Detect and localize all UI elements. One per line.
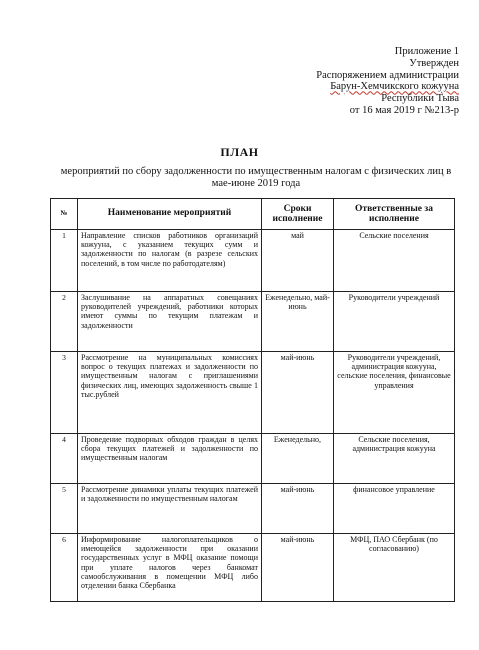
row-4-num: 4 [51, 434, 78, 484]
row-3-num: 3 [51, 352, 78, 434]
row-3-resp: Руководители учреждений, администрация кожууна, сельские поселения, финансовые управления [334, 352, 455, 434]
table-row [51, 292, 455, 352]
approval-line-2: Утвержден [409, 57, 459, 69]
row-6-name: Информирование налогоплательщиков о имеющейся задолженности при оказании государственных услуг в МФЦ оказание помощи при уплате налогов через банкомат самообслуживания в помещении МФЦ либо отделении банка Сбербанка [78, 534, 262, 602]
document-subtitle: мероприятий по сбору задолженности по имущественным налогам с физических лиц в мае-июне 2019 года [60, 166, 452, 189]
table-row [51, 484, 455, 534]
approval-line-6: от 16 мая 2019 г №213-р [349, 104, 459, 116]
header-resp: Ответственные за исполнение [334, 199, 455, 230]
row-5-num: 5 [51, 484, 78, 534]
row-5-resp: финансовое управление [334, 484, 455, 534]
table-row [51, 352, 455, 434]
row-3-term: май-июнь [262, 352, 334, 434]
row-2-num: 2 [51, 292, 78, 352]
row-2-resp: Руководители учреждений [334, 292, 455, 352]
approval-line-5: Республики Тыва [381, 93, 459, 105]
table-header-row [51, 199, 455, 230]
table-row [51, 534, 455, 602]
row-4-term: Еженедельно, [262, 434, 334, 484]
row-6-term: май-июнь [262, 534, 334, 602]
plan-table [50, 198, 455, 602]
row-5-term: май-июнь [262, 484, 334, 534]
header-num: № [51, 199, 78, 230]
row-2-term: Еженедельно, май-июнь [262, 292, 334, 352]
row-5-name: Рассмотрение динамики уплаты текущих платежей и задолженности по имущественным налогам [78, 484, 262, 534]
row-4-resp: Сельские поселения, администрация кожууна [334, 434, 455, 484]
row-3-name: Рассмотрение на муниципальных комиссиях вопрос о текущих платежах и задолженности по имущественным налогам с приглашениями физических лиц, имеющих задолженность свыше 1 тыс.рублей [78, 352, 262, 434]
table-row [51, 434, 455, 484]
row-1-name: Направление списков работников организаций кожууна, с указанием текущих сумм и задолженности по налогам (в разрезе сельских поселений, в том числе по работодателям) [78, 230, 262, 292]
document-title: ПЛАН [220, 145, 259, 159]
row-1-resp: Сельские поселения [334, 230, 455, 292]
table-row [51, 230, 455, 292]
approval-line-3: Распоряжением администрации [316, 69, 459, 81]
header-name: Наименование мероприятий [78, 199, 262, 230]
row-6-num: 6 [51, 534, 78, 602]
approval-block [316, 46, 459, 117]
row-2-name: Заслушивание на аппаратных совещаниях руководителей учреждений, работники которых имеют суммы по текущим платежам и задолженности [78, 292, 262, 352]
header-term: Сроки исполнение [262, 199, 334, 230]
row-4-name: Проведение подворных обходов граждан в целях сбора текущих платежей и задолженности по имущественным налогам [78, 434, 262, 484]
row-6-resp: МФЦ, ПАО Сбербанк (по согласованию) [334, 534, 455, 602]
approval-line-1: Приложение 1 [394, 46, 459, 57]
row-1-num: 1 [51, 230, 78, 292]
approval-line-4: Барун-Хемчикского кожууна [330, 81, 459, 93]
row-1-term: май [262, 230, 334, 292]
